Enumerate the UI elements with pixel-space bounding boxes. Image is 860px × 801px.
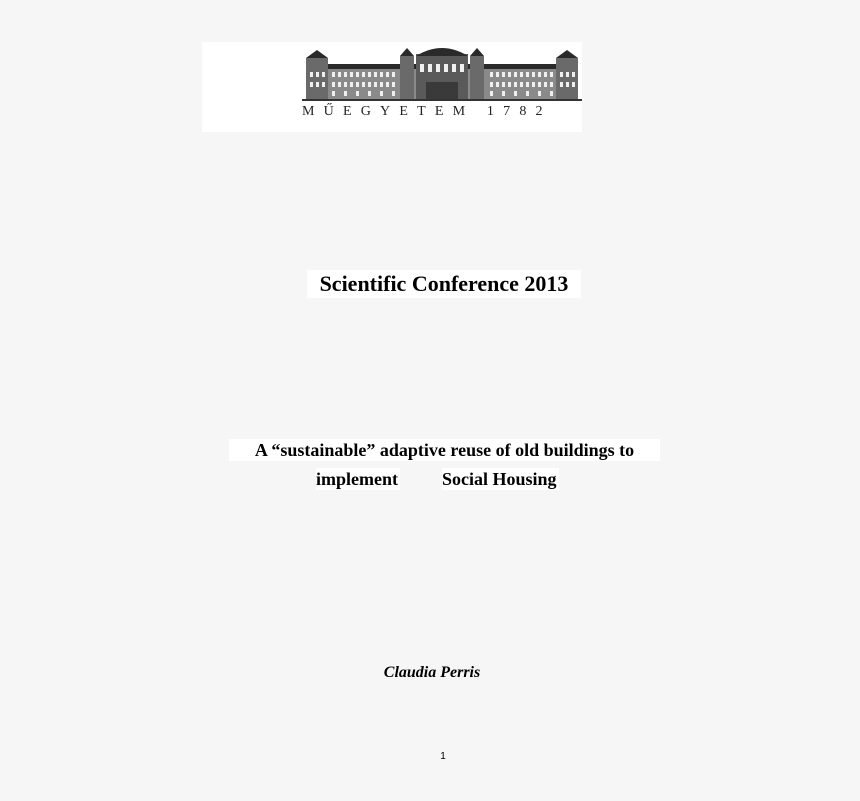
paper-title-line-2-part-2: Social Housing [442,469,557,489]
paper-title-line-2-part-1: implement [316,469,398,489]
logo-caption: MŰEGYETEM 1782 [302,104,552,119]
author-name: Claudia Perris [383,664,481,681]
conference-title: Scientific Conference 2013 [307,270,581,298]
university-logo [202,42,582,132]
page-number: 1 [440,751,446,762]
paper-title-line-1: A “sustainable” adaptive reuse of old buildings to [229,439,660,461]
